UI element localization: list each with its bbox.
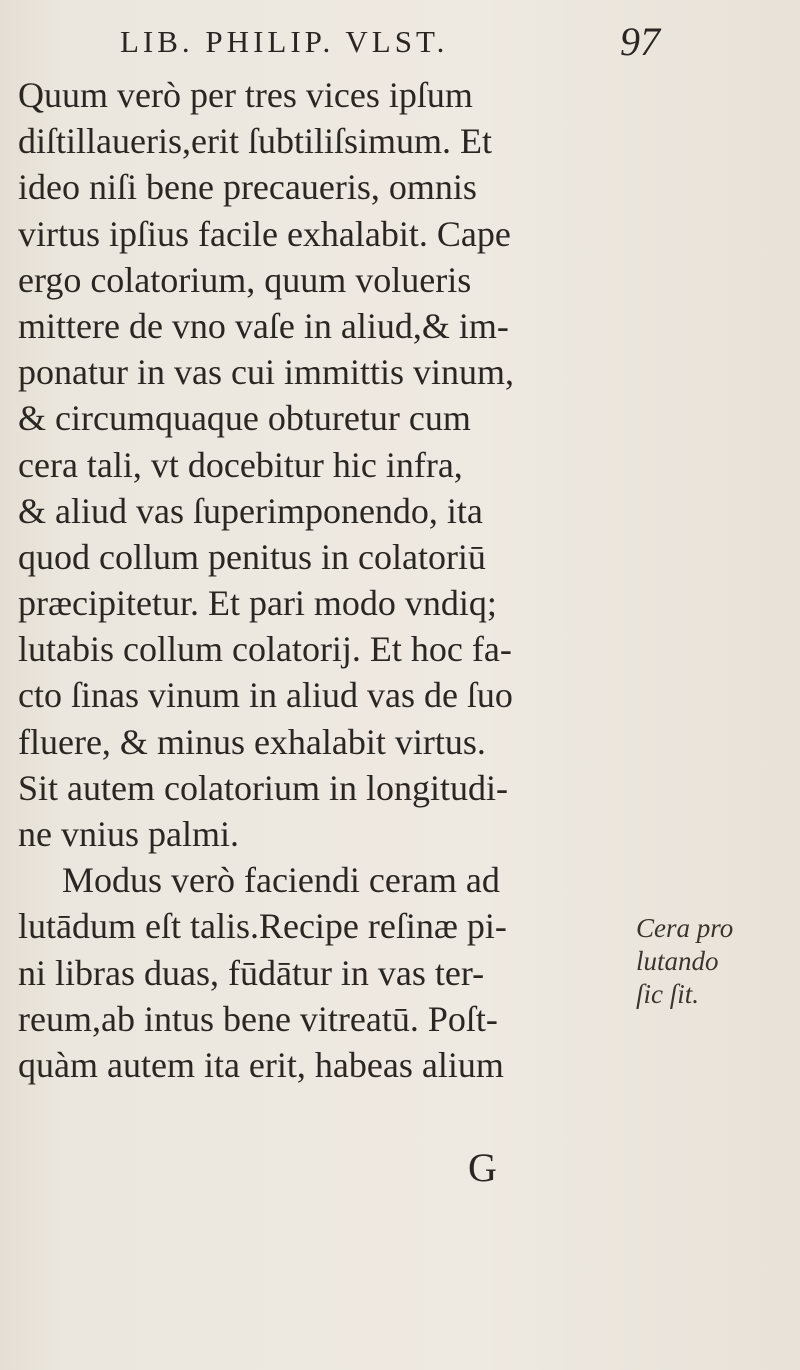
text-line: fluere, & minus exhalabit virtus. [18,721,486,762]
text-line: præcipitetur. Et pari modo vndiq; [18,583,497,624]
text-line: diſtillaueris,erit ſubtiliſsimum. Et [18,121,492,162]
text-line: & circumquaque obturetur cum [18,398,471,439]
page-number: 97 [620,19,660,64]
text-line: quod collum penitus in colatoriū [18,536,486,577]
marginal-note-line: Cera pro [636,913,734,943]
text-line: quàm autem ita erit, habeas alium [18,1044,504,1085]
text-line: lutabis collum colatorij. Et hoc fa- [18,629,512,670]
text-line: lutādum eſt talis.Recipe reſinæ pi- [18,906,507,947]
text-line: ne vnius palmi. [18,814,239,854]
running-title: LIB. PHILIP. VLST. [120,24,449,59]
text-line: cto ſinas vinum in aliud vas de ſuo [18,675,513,716]
paragraph-start-line: Modus verò faciendi ceram ad [62,860,500,901]
text-line: Quum verò per tres vices ipſum [18,75,473,115]
page-header [120,18,680,66]
text-line: & aliud vas ſuperimponendo, ita [18,490,483,531]
text-line: cera tali, vt docebitur hic infra, [18,444,463,485]
marginal-note-line: ſic ſit. [636,979,699,1009]
signature-mark: G [468,1145,497,1190]
text-line: virtus ipſius facile exhalabit. Cape [18,213,511,254]
text-line: ergo colatorium, quum volueris [18,259,472,300]
body-text [18,72,628,1088]
marginal-note [636,912,786,1011]
text-line: reum,ab intus bene vitreatū. Poſt- [18,998,498,1039]
text-line: ponatur in vas cui immittis vinum, [18,352,514,393]
text-line: mittere de vno vaſe in aliud,& im- [18,305,509,346]
marginal-note-line: lutando [636,946,719,976]
text-line: ni libras duas, fūdātur in vas ter- [18,952,485,993]
text-line: ideo niſi bene precaueris, omnis [18,167,477,208]
text-line: Sit autem colatorium in longitudi- [18,767,508,808]
